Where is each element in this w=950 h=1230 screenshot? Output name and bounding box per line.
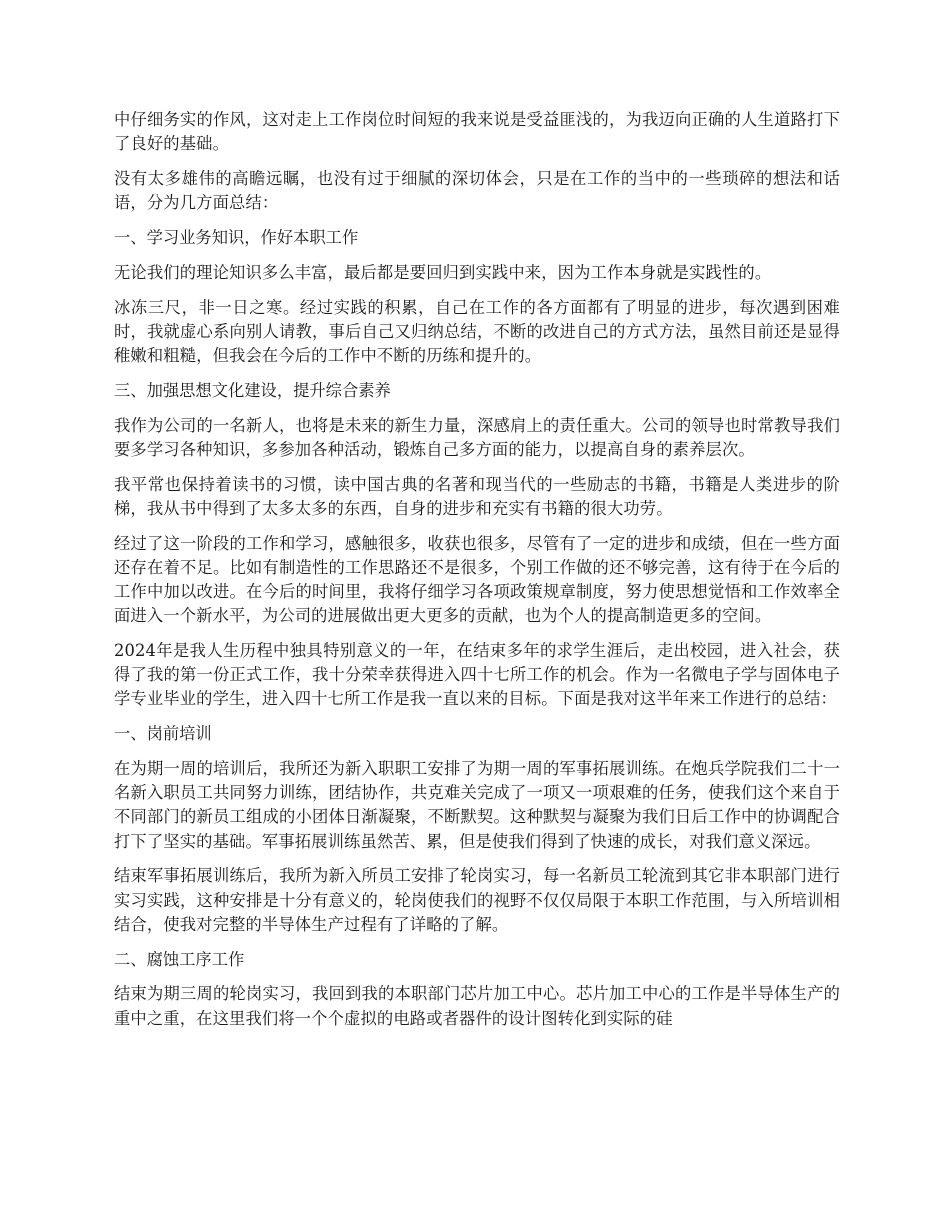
paragraph: 经过了这一阶段的工作和学习，感触很多，收获也很多，尽管有了一定的进步和成绩，但在一些方面还存在着不足。比如有制造性的工作思路还不是很多，个别工作做的还不够完善，这有待于在今后的工作中加以改进。在今后的时间里，我将仔细学习各项政策规章制度，努力使思想觉悟和工作效率全面进入一个新水平，为公司的进展做出更大更多的贡献，也为个人的提高制造更多的空间。 (114, 533, 840, 626)
paragraph: 结束军事拓展训练后，我所为新入所员工安排了轮岗实习，每一名新员工轮流到其它非本职部门进行实习实践，这种安排是十分有意义的，轮岗使我们的视野不仅仅局限于本职工作范围，与入所培训相结合，使我对完整的半导体生产过程有了详略的了解。 (114, 866, 840, 934)
section-heading: 一、学习业务知识，作好本职工作 (114, 228, 359, 247)
paragraph: 没有太多雄伟的高瞻远瞩，也没有过于细腻的深切体会，只是在工作的当中的一些琐碎的想法和话语，分为几方面总结： (114, 169, 840, 213)
paragraph: 冰冻三尺，非一日之寒。经过实践的积累，自己在工作的各方面都有了明显的进步，每次遇到困难时，我就虚心系向别人请教，事后自己又归纳总结，不断的改进自己的方式方法，虽然目前还是显得稚嫩和粗糙，但我会在今后的工作中不断的历练和提升的。 (114, 297, 840, 365)
section-heading: 一、岗前培训 (114, 724, 212, 744)
paragraph: 2024年是我人生历程中独具特别意义的一年，在结束多年的求学生涯后，走出校园，进入社会，获得了我的第一份正式工作，我十分荣幸获得进入四十七所工作的机会。作为一名微电子学与固体电子学专业毕业的学生，进入四十七所工作是我一直以来的目标。下面是我对这半年来工作进行的总结： (114, 641, 840, 709)
section-heading: 二、腐蚀工序工作 (114, 949, 245, 969)
paragraph: 无论我们的理论知识多么丰富，最后都是要回归到实践中来，因为工作本身就是实践性的。 (114, 262, 772, 282)
paragraph: 结束为期三周的轮岗实习，我回到我的本职部门芯片加工中心。芯片加工中心的工作是半导体生产的重中之重，在这里我们将一个个虚拟的电路或者器件的设计图转化到实际的硅 (114, 984, 840, 1028)
paragraph: 中仔细务实的作风，这对走上工作岗位时间短的我来说是受益匪浅的，为我迈向正确的人生道路打下了良好的基础。 (114, 110, 840, 154)
paragraph: 我作为公司的一名新人，也将是未来的新生力量，深感肩上的责任重大。公司的领导也时常教导我们要多学习各种知识，多参加各种活动，锻炼自己多方面的能力，以提高自身的素养层次。 (114, 415, 840, 459)
section-heading: 三、加强思想文化建设，提升综合素养 (114, 380, 391, 400)
document-page (114, 108, 840, 1041)
paragraph: 在为期一周的培训后，我所还为新入职职工安排了为期一周的军事拓展训练。在炮兵学院我们二十一名新入职员工共同努力训练，团结协作，共克难关完成了一项又一项艰难的任务，使我们这个来自于不同部门的新员工组成的小团体日渐凝聚，不断默契。这种默契与凝聚为我们日后工作中的协调配合打下了坚实的基础。军事拓展训练虽然苦、累，但是使我们得到了快速的成长，对我们意义深远。 (114, 759, 840, 851)
paragraph: 我平常也保持着读书的习惯，读中国古典的名著和现当代的一些励志的书籍，书籍是人类进步的阶梯，我从书中得到了太多太多的东西，自身的进步和充实有书籍的很大功劳。 (114, 474, 840, 518)
